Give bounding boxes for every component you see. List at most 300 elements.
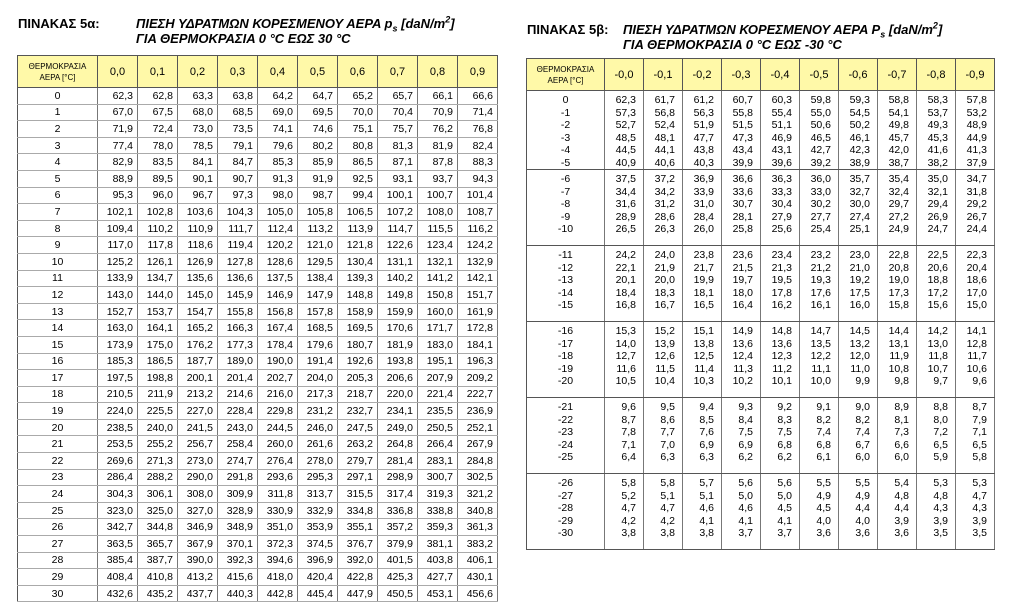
- pressure-cell: 91,9: [298, 170, 338, 187]
- pressure-cell: 180,7: [338, 336, 378, 353]
- pressure-cell: 447,9: [338, 585, 378, 602]
- pressure-value: 48,5: [615, 131, 636, 144]
- table-row-group: [527, 474, 995, 550]
- pressure-value: 12,6: [654, 350, 675, 362]
- pressure-cell: 98,7: [298, 187, 338, 204]
- table-b-title-unit-sup: 2: [932, 21, 938, 31]
- pressure-cell: 279,7: [338, 453, 378, 470]
- pressure-cell: 323,0: [98, 502, 138, 519]
- pressure-value: 4,3: [933, 502, 948, 514]
- pressure-cell: 181,9: [378, 336, 418, 353]
- pressure-cell: 172,8: [458, 320, 498, 337]
- pressure-cell: 370,1: [218, 536, 258, 553]
- table-row-group: [527, 91, 995, 170]
- pressure-value: 3,8: [660, 527, 675, 539]
- pressure-cell: 342,7: [98, 519, 138, 536]
- pressure-value: 24,4: [966, 223, 987, 235]
- pressure-cell: 213,2: [178, 386, 218, 403]
- pressure-cell: 70,4: [378, 104, 418, 121]
- pressure-value: 27,4: [849, 210, 870, 223]
- pressure-cell: 177,3: [218, 336, 258, 353]
- table-row: [18, 519, 498, 536]
- pressure-value: 13,2: [849, 337, 870, 350]
- pressure-value: 10,7: [927, 362, 948, 375]
- table-a-title-unit-sup: 2: [445, 15, 451, 25]
- pressure-cell: 164,1: [138, 320, 178, 337]
- pressure-value: 43,4: [732, 144, 753, 156]
- table-row: [18, 170, 498, 187]
- pressure-value: 14,2: [927, 325, 948, 337]
- pressure-value: 26,0: [693, 223, 714, 235]
- table-b-label: ΠΙΝΑΚΑΣ 5β:: [527, 22, 609, 38]
- pressure-value: 3,5: [933, 527, 948, 539]
- pressure-value: 44,1: [654, 144, 675, 156]
- pressure-cell: 291,8: [218, 469, 258, 486]
- pressure-value: 21,3: [771, 261, 792, 274]
- pressure-value: 30,0: [849, 198, 870, 210]
- temperature-cell: 9: [18, 237, 98, 254]
- pressure-cell: 304,3: [98, 486, 138, 503]
- pressure-value: 9,0: [855, 401, 870, 413]
- temperature-cell: [527, 246, 605, 322]
- pressure-cell: 123,4: [418, 237, 458, 254]
- pressure-value: 7,9: [972, 413, 987, 426]
- pressure-value: 29,7: [888, 198, 909, 210]
- pressure-cell: [956, 322, 995, 398]
- pressure-cell: [917, 170, 956, 246]
- pressure-value: 10,8: [888, 362, 909, 375]
- pressure-value: 34,4: [615, 185, 636, 198]
- temperature-value: -8: [560, 198, 571, 210]
- pressure-cell: 78,5: [178, 137, 218, 154]
- pressure-cell: 122,6: [378, 237, 418, 254]
- pressure-value: 17,0: [966, 286, 987, 299]
- pressure-cell: [917, 91, 956, 170]
- pressure-value: 11,1: [811, 362, 831, 375]
- pressure-cell: 171,7: [418, 320, 458, 337]
- pressure-value: 4,0: [855, 514, 870, 527]
- pressure-value: 38,7: [888, 156, 909, 169]
- pressure-cell: 124,2: [458, 237, 498, 254]
- pressure-value: 45,7: [888, 131, 909, 144]
- pressure-cell: 396,9: [298, 552, 338, 569]
- pressure-cell: 173,9: [98, 336, 138, 353]
- table-a-title: [18, 12, 455, 46]
- pressure-cell: 406,1: [458, 552, 498, 569]
- pressure-cell: 65,2: [338, 88, 378, 105]
- temperature-value: -15: [557, 299, 574, 311]
- pressure-value: 6,8: [777, 438, 792, 451]
- pressure-value: 4,6: [738, 502, 753, 514]
- pressure-cell: 243,0: [218, 419, 258, 436]
- pressure-cell: 100,1: [378, 187, 418, 204]
- pressure-value: 31,0: [693, 198, 714, 210]
- pressure-cell: 206,6: [378, 370, 418, 387]
- pressure-value: 61,7: [654, 94, 675, 106]
- pressure-cell: 108,7: [458, 204, 498, 221]
- column-header: -0,1: [644, 59, 683, 91]
- pressure-cell: 105,8: [298, 204, 338, 221]
- pressure-cell: 281,4: [378, 453, 418, 470]
- temperature-cell: 7: [18, 204, 98, 221]
- pressure-cell: 78,0: [138, 137, 178, 154]
- temperature-value: -14: [557, 286, 574, 299]
- pressure-cell: 141,2: [418, 270, 458, 287]
- pressure-value: 6,6: [894, 438, 909, 451]
- pressure-cell: 63,8: [218, 88, 258, 105]
- pressure-cell: 70,0: [338, 104, 378, 121]
- pressure-cell: 220,0: [378, 386, 418, 403]
- pressure-cell: 76,8: [458, 121, 498, 138]
- pressure-cell: 100,7: [418, 187, 458, 204]
- pressure-value: 20,1: [615, 274, 636, 286]
- pressure-value: 5,1: [699, 489, 714, 502]
- temperature-value: -23: [557, 426, 574, 438]
- pressure-value: 17,5: [849, 286, 870, 299]
- pressure-cell: 154,7: [178, 303, 218, 320]
- pressure-cell: 68,0: [178, 104, 218, 121]
- pressure-cell: 69,5: [298, 104, 338, 121]
- pressure-cell: 198,8: [138, 370, 178, 387]
- pressure-value: 4,8: [933, 489, 948, 502]
- pressure-cell: 167,4: [258, 320, 298, 337]
- table-row: [18, 88, 498, 105]
- pressure-value: 9,8: [894, 375, 909, 387]
- pressure-cell: 390,0: [178, 552, 218, 569]
- pressure-cell: [683, 170, 722, 246]
- pressure-cell: 313,7: [298, 486, 338, 503]
- pressure-cell: 357,2: [378, 519, 418, 536]
- pressure-cell: 283,1: [418, 453, 458, 470]
- pressure-cell: 238,5: [98, 419, 138, 436]
- pressure-cell: 128,6: [258, 253, 298, 270]
- pressure-value: 15,3: [615, 325, 636, 337]
- pressure-cell: 163,0: [98, 320, 138, 337]
- table-row-group: [527, 246, 995, 322]
- table-b-title: [527, 18, 943, 52]
- pressure-value: 13,6: [732, 337, 753, 350]
- pressure-value: 46,1: [849, 131, 870, 144]
- pressure-value: 34,2: [654, 185, 675, 198]
- pressure-cell: 298,9: [378, 469, 418, 486]
- temperature-value: -25: [557, 451, 574, 463]
- pressure-value: 14,4: [888, 325, 909, 337]
- pressure-value: 26,7: [966, 210, 987, 223]
- pressure-value: 49,8: [888, 119, 909, 131]
- pressure-value: 4,4: [855, 502, 870, 514]
- pressure-cell: 72,4: [138, 121, 178, 138]
- pressure-cell: 81,9: [418, 137, 458, 154]
- pressure-cell: 126,9: [178, 253, 218, 270]
- pressure-value: 8,9: [894, 401, 909, 413]
- temperature-cell: 3: [18, 137, 98, 154]
- pressure-cell: [644, 170, 683, 246]
- table-row: [18, 303, 498, 320]
- pressure-cell: 195,1: [418, 353, 458, 370]
- pressure-cell: 139,3: [338, 270, 378, 287]
- pressure-cell: [761, 170, 800, 246]
- pressure-value: 50,2: [849, 119, 870, 131]
- pressure-value: 6,7: [855, 438, 870, 451]
- pressure-value: 41,3: [966, 144, 987, 156]
- table-a-title-sub: s: [392, 23, 398, 34]
- column-header: -0,8: [917, 59, 956, 91]
- pressure-value: 4,9: [816, 489, 831, 502]
- pressure-value: 4,8: [894, 489, 909, 502]
- pressure-cell: 143,0: [98, 287, 138, 304]
- pressure-value: 6,5: [933, 438, 948, 451]
- temperature-cell: [527, 474, 605, 550]
- pressure-cell: [683, 398, 722, 474]
- pressure-value: 5,0: [777, 489, 792, 502]
- pressure-cell: 410,8: [138, 569, 178, 586]
- pressure-cell: [761, 322, 800, 398]
- pressure-value: 4,7: [660, 502, 675, 514]
- pressure-value: 10,6: [966, 362, 987, 375]
- pressure-cell: 376,7: [338, 536, 378, 553]
- pressure-value: 9,3: [738, 401, 753, 413]
- pressure-cell: 344,8: [138, 519, 178, 536]
- pressure-value: 4,4: [894, 502, 909, 514]
- pressure-value: 6,5: [972, 438, 987, 451]
- pressure-value: 7,8: [621, 426, 636, 438]
- pressure-value: 12,8: [966, 337, 987, 350]
- pressure-value: 61,2: [693, 94, 714, 106]
- column-header: -0,7: [878, 59, 917, 91]
- pressure-value: 9,9: [855, 375, 870, 387]
- pressure-cell: 306,1: [138, 486, 178, 503]
- pressure-cell: 209,2: [458, 370, 498, 387]
- temperature-value: -5: [560, 156, 571, 169]
- pressure-cell: 159,9: [378, 303, 418, 320]
- pressure-value: 27,7: [810, 210, 831, 223]
- pressure-value: 9,1: [816, 401, 831, 413]
- pressure-cell: 134,7: [138, 270, 178, 287]
- pressure-value: 51,9: [693, 119, 714, 131]
- pressure-value: 40,6: [654, 156, 675, 169]
- pressure-cell: 176,2: [178, 336, 218, 353]
- pressure-value: 16,5: [693, 299, 714, 311]
- pressure-cell: 286,4: [98, 469, 138, 486]
- pressure-cell: 214,6: [218, 386, 258, 403]
- pressure-cell: 65,7: [378, 88, 418, 105]
- pressure-value: 13,1: [888, 337, 909, 350]
- pressure-value: 11,2: [772, 362, 792, 375]
- temperature-cell: [527, 91, 605, 170]
- column-header: 0,7: [378, 56, 418, 88]
- pressure-cell: 418,0: [258, 569, 298, 586]
- pressure-cell: 62,8: [138, 88, 178, 105]
- table-row: [18, 453, 498, 470]
- pressure-value: 7,2: [933, 426, 948, 438]
- pressure-cell: 317,4: [378, 486, 418, 503]
- table-row: [18, 154, 498, 171]
- pressure-value: 33,6: [732, 185, 753, 198]
- pressure-cell: 435,2: [138, 585, 178, 602]
- temperature-value: -2: [560, 119, 571, 131]
- pressure-cell: 197,5: [98, 370, 138, 387]
- pressure-cell: 284,8: [458, 453, 498, 470]
- pressure-cell: 74,1: [258, 121, 298, 138]
- column-header: 0,0: [98, 56, 138, 88]
- pressure-cell: 147,9: [298, 287, 338, 304]
- pressure-cell: 225,5: [138, 403, 178, 420]
- pressure-cell: 144,0: [138, 287, 178, 304]
- pressure-value: 19,5: [771, 274, 792, 286]
- pressure-value: 4,5: [816, 502, 831, 514]
- pressure-value: 31,2: [654, 198, 675, 210]
- pressure-value: 4,5: [777, 502, 792, 514]
- pressure-value: 31,6: [615, 198, 636, 210]
- pressure-cell: 325,0: [138, 502, 178, 519]
- pressure-value: 52,7: [615, 119, 636, 131]
- pressure-cell: 67,5: [138, 104, 178, 121]
- pressure-cell: 336,8: [378, 502, 418, 519]
- pressure-cell: [761, 246, 800, 322]
- pressure-value: 7,4: [816, 426, 831, 438]
- pressure-cell: [722, 474, 761, 550]
- table-row: [18, 287, 498, 304]
- pressure-value: 21,0: [849, 261, 870, 274]
- pressure-cell: 96,7: [178, 187, 218, 204]
- column-header: -0,5: [800, 59, 839, 91]
- pressure-cell: 222,7: [458, 386, 498, 403]
- pressure-value: 26,9: [927, 210, 948, 223]
- pressure-value: 5,2: [621, 489, 636, 502]
- pressure-cell: 70,9: [418, 104, 458, 121]
- pressure-cell: 234,1: [378, 403, 418, 420]
- pressure-cell: [800, 398, 839, 474]
- pressure-cell: 332,9: [298, 502, 338, 519]
- pressure-cell: [956, 474, 995, 550]
- table-b-body: [527, 91, 995, 550]
- temperature-value: -20: [557, 375, 574, 387]
- pressure-value: 25,4: [810, 223, 831, 235]
- temperature-cell: 10: [18, 253, 98, 270]
- pressure-cell: 186,5: [138, 353, 178, 370]
- pressure-value: 6,3: [699, 451, 714, 463]
- pressure-cell: 102,8: [138, 204, 178, 221]
- pressure-cell: 131,1: [378, 253, 418, 270]
- pressure-value: 12,4: [732, 350, 753, 362]
- column-header: -0,0: [605, 59, 644, 91]
- pressure-value: 35,4: [888, 173, 909, 185]
- pressure-cell: 456,6: [458, 585, 498, 602]
- pressure-cell: [878, 246, 917, 322]
- pressure-cell: 235,5: [418, 403, 458, 420]
- pressure-value: 20,4: [966, 261, 987, 274]
- pressure-cell: 157,8: [298, 303, 338, 320]
- temperature-cell: 14: [18, 320, 98, 337]
- pressure-cell: [800, 474, 839, 550]
- temperature-cell: 4: [18, 154, 98, 171]
- temperature-value: -27: [557, 489, 574, 502]
- pressure-cell: 127,8: [218, 253, 258, 270]
- pressure-cell: 138,4: [298, 270, 338, 287]
- pressure-value: 13,0: [927, 337, 948, 350]
- pressure-value: 4,1: [699, 514, 714, 527]
- pressure-value: 18,6: [966, 274, 987, 286]
- temperature-value: -7: [560, 185, 571, 198]
- pressure-cell: 348,9: [218, 519, 258, 536]
- pressure-value: 9,5: [660, 401, 675, 413]
- pressure-value: 36,3: [771, 173, 792, 185]
- pressure-cell: 103,6: [178, 204, 218, 221]
- pressure-cell: 422,8: [338, 569, 378, 586]
- pressure-cell: [839, 170, 878, 246]
- pressure-value: 7,6: [699, 426, 714, 438]
- pressure-cell: 437,7: [178, 585, 218, 602]
- table-row: [18, 585, 498, 602]
- pressure-cell: 256,7: [178, 436, 218, 453]
- pressure-cell: 293,6: [258, 469, 298, 486]
- pressure-value: 7,3: [894, 426, 909, 438]
- pressure-cell: 90,1: [178, 170, 218, 187]
- pressure-value: 8,7: [621, 413, 636, 426]
- pressure-cell: 142,1: [458, 270, 498, 287]
- pressure-cell: 266,4: [418, 436, 458, 453]
- temperature-cell: 2: [18, 121, 98, 138]
- pressure-value: 7,0: [660, 438, 675, 451]
- pressure-value: 56,3: [693, 106, 714, 119]
- pressure-cell: 290,0: [178, 469, 218, 486]
- temperature-cell: 16: [18, 353, 98, 370]
- pressure-cell: 112,4: [258, 220, 298, 237]
- pressure-value: 57,8: [966, 94, 987, 106]
- pressure-cell: 169,5: [338, 320, 378, 337]
- pressure-value: 4,2: [660, 514, 675, 527]
- pressure-cell: 183,0: [418, 336, 458, 353]
- pressure-cell: 126,1: [138, 253, 178, 270]
- pressure-value: 21,7: [693, 261, 714, 274]
- pressure-cell: 228,4: [218, 403, 258, 420]
- table-row-group: [527, 398, 995, 474]
- pressure-value: 34,7: [966, 173, 987, 185]
- table-a-title-unit-end: ]: [450, 16, 455, 32]
- pressure-cell: 92,5: [338, 170, 378, 187]
- pressure-value: 15,0: [966, 299, 987, 311]
- pressure-value: 52,4: [654, 119, 675, 131]
- table-row: [18, 220, 498, 237]
- pressure-cell: 150,8: [418, 287, 458, 304]
- temperature-value: -9: [560, 210, 571, 223]
- pressure-value: 30,7: [732, 198, 753, 210]
- pressure-cell: 205,3: [338, 370, 378, 387]
- pressure-value: 31,8: [966, 185, 987, 198]
- pressure-value: 23,4: [771, 249, 792, 261]
- pressure-cell: 367,9: [178, 536, 218, 553]
- pressure-cell: [761, 91, 800, 170]
- pressure-cell: [800, 322, 839, 398]
- pressure-value: 18,0: [732, 286, 753, 299]
- pressure-value: 16,4: [732, 299, 753, 311]
- temperature-cell: 0: [18, 88, 98, 105]
- pressure-cell: 408,4: [98, 569, 138, 586]
- pressure-cell: 319,3: [418, 486, 458, 503]
- pressure-cell: 267,9: [458, 436, 498, 453]
- pressure-value: 28,6: [654, 210, 675, 223]
- pressure-value: 39,2: [810, 156, 831, 169]
- pressure-value: 21,5: [732, 261, 753, 274]
- pressure-cell: 340,8: [458, 502, 498, 519]
- pressure-cell: 108,0: [418, 204, 458, 221]
- temperature-value: -4: [560, 144, 571, 156]
- table-row: [18, 237, 498, 254]
- pressure-value: 53,2: [966, 106, 987, 119]
- pressure-value: 18,8: [927, 274, 948, 286]
- pressure-cell: 161,9: [458, 303, 498, 320]
- table-row: [18, 419, 498, 436]
